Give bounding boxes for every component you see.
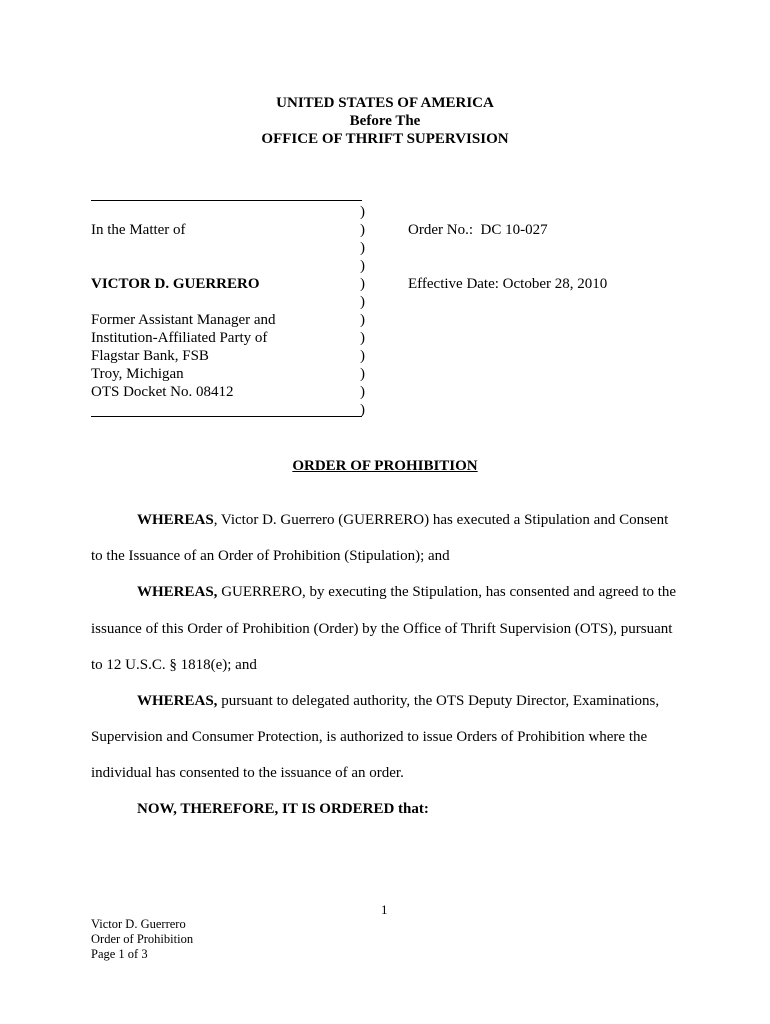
paragraph-2-line-2: issuance of this Order of Prohibition (Order) by the Office of Thrift Supervision (OTS), pursuant	[91, 621, 673, 637]
footer-line-3: Page 1 of 3	[91, 947, 148, 961]
caption-top-rule	[91, 200, 362, 201]
caption-paren: )	[360, 366, 365, 382]
caption-paren: )	[360, 258, 365, 274]
respondent-detail-line: Institution-Affiliated Party of	[91, 330, 268, 346]
effective-date: Effective Date: October 28, 2010	[408, 276, 608, 292]
now-therefore-clause: NOW, THEREFORE, IT IS ORDERED that:	[137, 801, 429, 817]
respondent-docket-number: OTS Docket No. 08412	[91, 384, 234, 400]
agency-header-line2: Before The	[349, 113, 421, 129]
paragraph-3-line-2: Supervision and Consumer Protection, is authorized to issue Orders of Prohibition where the	[91, 729, 648, 745]
paragraph-1-lead: WHEREAS	[137, 512, 214, 528]
paragraph-1-line-2: to the Issuance of an Order of Prohibition (Stipulation); and	[91, 548, 450, 564]
footer-line-1: Victor D. Guerrero	[91, 917, 186, 931]
respondent-detail-line: Troy, Michigan	[91, 366, 184, 382]
caption-paren: )	[360, 240, 365, 256]
order-title: ORDER OF PROHIBITION	[292, 458, 478, 474]
caption-paren: )	[360, 312, 365, 328]
page-number: 1	[381, 902, 388, 917]
paragraph-3-lead: WHEREAS,	[137, 693, 218, 709]
order-number: Order No.: DC 10-027	[408, 222, 548, 238]
agency-header-line3: OFFICE OF THRIFT SUPERVISION	[261, 131, 509, 147]
caption-paren: )	[360, 294, 365, 310]
paragraph-3-text: pursuant to delegated authority, the OTS Deputy Director, Examinations,	[217, 693, 660, 709]
caption-paren: )	[360, 222, 365, 238]
paragraph-2-line-1	[137, 583, 676, 601]
caption-paren: )	[360, 402, 365, 418]
paragraph-3-line-1	[137, 692, 659, 710]
caption-paren: )	[360, 384, 365, 400]
caption-paren: )	[360, 348, 365, 364]
respondent-name: VICTOR D. GUERRERO	[91, 276, 260, 292]
paragraph-3-line-3: individual has consented to the issuance of an order.	[91, 765, 404, 781]
paragraph-2-text: GUERRERO, by executing the Stipulation, has consented and agreed to the	[217, 584, 677, 600]
caption-paren: )	[360, 276, 365, 292]
in-the-matter-label: In the Matter of	[91, 222, 186, 238]
caption-bottom-rule	[91, 416, 362, 417]
respondent-detail-line: Former Assistant Manager and	[91, 312, 276, 328]
caption-paren: )	[360, 330, 365, 346]
paragraph-1-text: , Victor D. Guerrero (GUERRERO) has executed a Stipulation and Consent	[213, 512, 669, 528]
agency-header-line1: UNITED STATES OF AMERICA	[276, 95, 494, 111]
paragraph-2-line-3: to 12 U.S.C. § 1818(e); and	[91, 657, 257, 673]
paragraph-1-line-1	[137, 511, 668, 529]
footer-line-2: Order of Prohibition	[91, 932, 194, 946]
paragraph-2-lead: WHEREAS,	[137, 584, 218, 600]
caption-paren: )	[360, 204, 365, 220]
respondent-detail-line: Flagstar Bank, FSB	[91, 348, 209, 364]
